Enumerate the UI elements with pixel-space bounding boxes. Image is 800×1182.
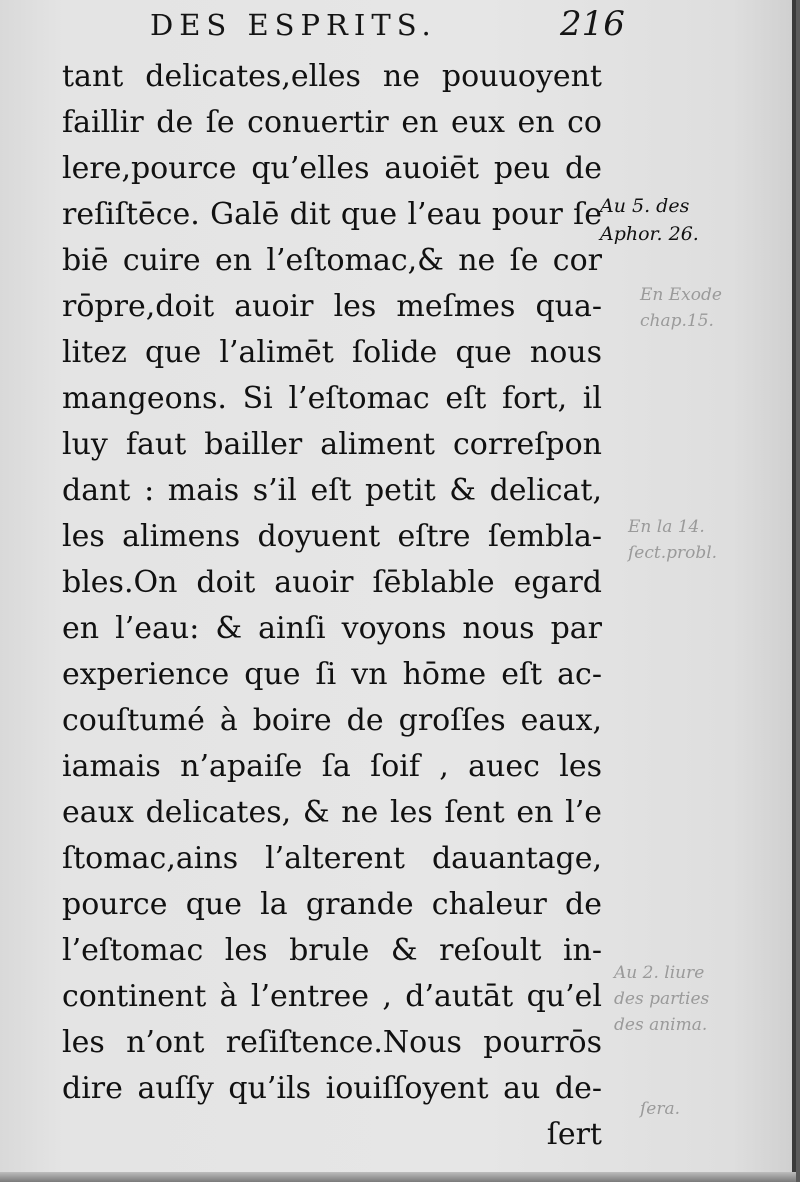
text-line: continent à l’entree , d’autāt qu’el — [62, 979, 602, 1014]
text-line: dant : mais s’il eſt petit & delicat, — [62, 473, 602, 508]
text-line: rōpre,doit auoir les meſmes qua- — [62, 289, 602, 324]
text-line: les alimens doyuent eſtre ſembla- — [62, 519, 602, 554]
text-line: couſtumé à boire de groſſes eaux, — [62, 703, 602, 738]
show-through-line: En la 14. — [628, 517, 705, 537]
page-number: 216 — [560, 4, 625, 44]
page-edge-shadow — [792, 0, 796, 1182]
show-through-line: ſera. — [640, 1099, 681, 1119]
text-line: experience que ſi vn hōme eſt ac- — [62, 657, 602, 692]
text-line: ſtomac,ains l’alterent dauantage, — [62, 841, 602, 876]
show-through-line: chap.15. — [640, 311, 714, 331]
text-line: eaux delicates, & ne les ſent en l’e — [62, 795, 602, 830]
catchword: ſert — [546, 1117, 602, 1152]
text-line: lere,pource qu’elles auoiēt peu de — [62, 151, 602, 186]
text-line: pource que la grande chaleur de — [62, 887, 602, 922]
marginal-note-line: Au 5. des — [600, 195, 690, 217]
show-through-line: des anima. — [614, 1015, 708, 1035]
page-bottom-edge — [0, 1172, 796, 1182]
text-line: en l’eau: & ainſi voyons nous par — [62, 611, 602, 646]
text-line: litez que l’alimēt ſolide que nous — [62, 335, 602, 370]
text-line: biē cuire en l’eſtomac,& ne ſe cor — [62, 243, 602, 278]
marginal-note-line: Aphor. 26. — [600, 223, 699, 245]
show-through-line: ſect.probl. — [628, 543, 718, 563]
text-line: mangeons. Si l’eſtomac eſt fort, il — [62, 381, 602, 416]
show-through-line: des parties — [614, 989, 710, 1009]
running-header — [150, 4, 625, 44]
show-through-line: En Exode — [640, 285, 722, 305]
text-line: l’eſtomac les brule & reſoult in- — [62, 933, 602, 968]
text-line: les n’ont reſiſtence.Nous pourrōs — [62, 1025, 602, 1060]
text-line: dire auſſy qu’ils iouiſſoyent au de- — [62, 1071, 602, 1106]
show-through-note — [614, 960, 709, 1038]
marginal-note-reference — [600, 192, 699, 248]
text-line: tant delicates,elles ne pouuoyent — [62, 59, 602, 94]
text-line: reſiſtēce. Galē dit que l’eau pour ſe — [62, 197, 602, 232]
text-line: luy faut bailler aliment correſpon — [62, 427, 602, 462]
text-line: iamais n’apaiſe ſa ſoif , auec les — [62, 749, 602, 784]
text-line: faillir de ſe conuertir en eux en co — [62, 105, 602, 140]
text-line: bles.On doit auoir ſēblable egard — [62, 565, 602, 600]
show-through-note — [628, 514, 717, 566]
show-through-note — [640, 282, 722, 334]
show-through-note — [640, 1096, 680, 1122]
main-text-block — [62, 54, 602, 1158]
running-title: DES ESPRITS. — [150, 8, 437, 42]
show-through-line: Au 2. liure — [614, 963, 705, 983]
